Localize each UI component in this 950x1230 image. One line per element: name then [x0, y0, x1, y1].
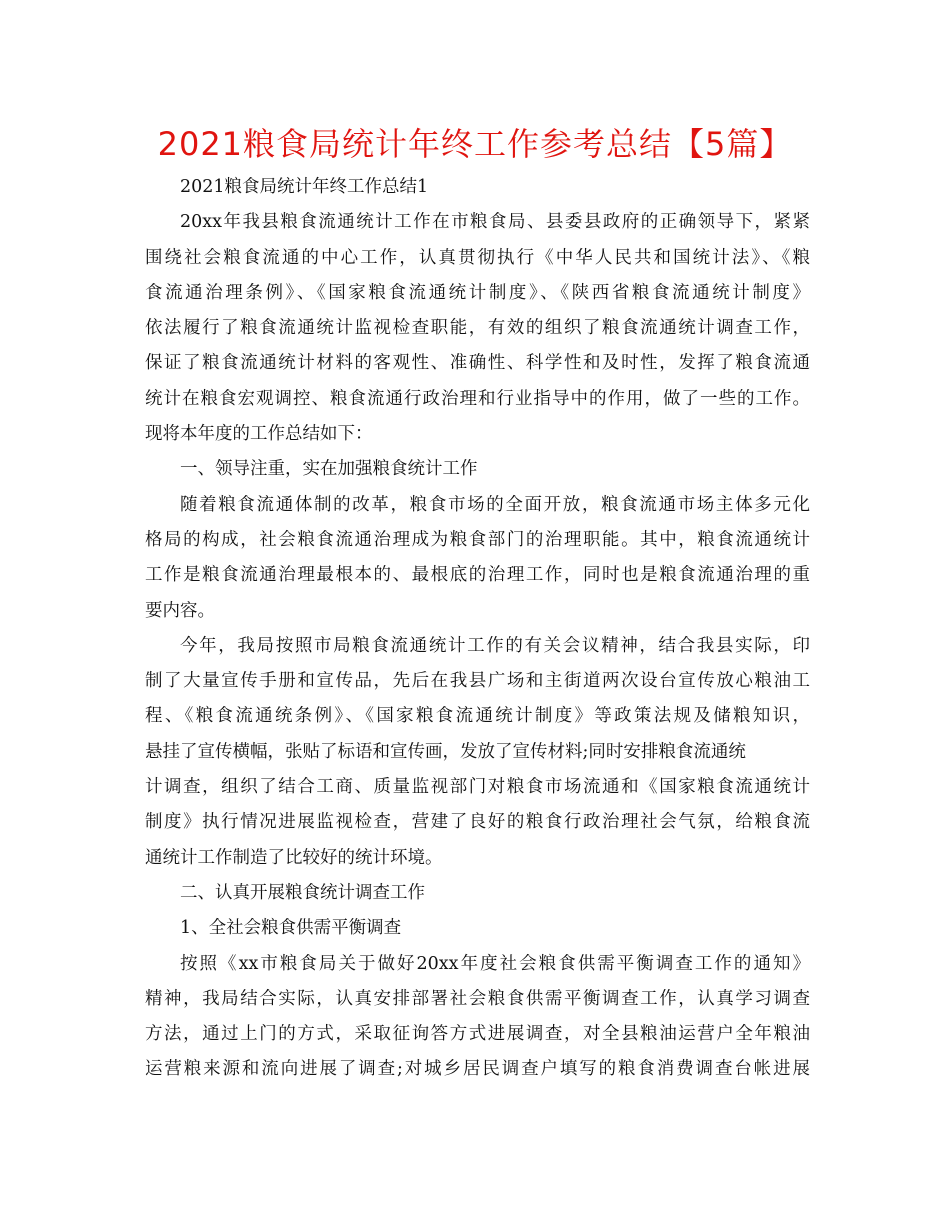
- paragraph-line: 程、《粮食流通统条例》、《国家粮食流通统计制度》等政策法规及储粮知识，: [145, 706, 810, 727]
- section-heading: 1、全社会粮食供需平衡调查: [180, 918, 402, 939]
- document-body: [145, 170, 810, 1088]
- document-title: 2021粮食局统计年终工作参考总结【5篇】: [157, 125, 793, 163]
- paragraph-line: 要内容。: [145, 600, 215, 621]
- paragraph-line: 运营粮来源和流向进展了调查;对城乡居民调查户填写的粮食消费调查台帐进展: [145, 1059, 810, 1080]
- paragraph-line: 方法，通过上门的方式，采取征询答方式进展调查，对全县粮油运营户全年粮油: [145, 1024, 810, 1045]
- paragraph-line: 悬挂了宣传横幅，张贴了标语和宣传画，发放了宣传材料;同时安排粮食流通统: [145, 741, 746, 762]
- paragraph-line: 工作是粮食流通治理最根本的、最根底的治理工作，同时也是粮食流通治理的重: [145, 565, 810, 586]
- paragraph-line: 格局的构成，社会粮食流通治理成为粮食部门的治理职能。其中，粮食流通统计: [145, 529, 810, 550]
- paragraph-line: 围绕社会粮食流通的中心工作，认真贯彻执行《中华人民共和国统计法》、《粮: [145, 247, 810, 268]
- paragraph-line: 制了大量宣传手册和宣传品，先后在我县广场和主街道两次设台宣传放心粮油工: [145, 671, 810, 692]
- paragraph-line: 依法履行了粮食流通统计监视检查职能，有效的组织了粮食流通统计调查工作，: [145, 318, 810, 339]
- section-heading: 一、领导注重，实在加强粮食统计工作: [180, 459, 478, 480]
- paragraph-line: 保证了粮食流通统计材料的客观性、准确性、科学性和及时性，发挥了粮食流通: [145, 353, 810, 374]
- paragraph-line: 按照《xx市粮食局关于做好20xx年度社会粮食供需平衡调查工作的通知》: [180, 953, 810, 974]
- paragraph-line: 统计在粮食宏观调控、粮食流通行政治理和行业指导中的作用，做了一些的工作。: [145, 388, 810, 409]
- paragraph-line: 现将本年度的工作总结如下：: [145, 424, 373, 445]
- paragraph-line: 今年，我局按照市局粮食流通统计工作的有关会议精神，结合我县实际，印: [180, 635, 810, 656]
- paragraph-line: 计调查，组织了结合工商、质量监视部门对粮食市场流通和《国家粮食流通统计: [145, 777, 810, 798]
- paragraph-line: 食流通治理条例》、《国家粮食流通统计制度》、《陕西省粮食流通统计制度》: [145, 282, 810, 303]
- paragraph-line: 20xx年我县粮食流通统计工作在市粮食局、县委县政府的正确领导下，紧紧: [180, 212, 810, 233]
- section-heading: 二、认真开展粮食统计调查工作: [180, 882, 425, 903]
- section-heading: 2021粮食局统计年终工作总结1: [180, 177, 429, 197]
- paragraph-line: 通统计工作制造了比较好的统计环境。: [145, 847, 443, 868]
- paragraph-line: 制度》执行情况进展监视检查，营建了良好的粮食行政治理社会气氛，给粮食流: [145, 812, 810, 833]
- paragraph-line: 精神，我局结合实际，认真安排部署社会粮食供需平衡调查工作，认真学习调查: [145, 988, 810, 1009]
- paragraph-line: 随着粮食流通体制的改革，粮食市场的全面开放，粮食流通市场主体多元化: [180, 494, 810, 515]
